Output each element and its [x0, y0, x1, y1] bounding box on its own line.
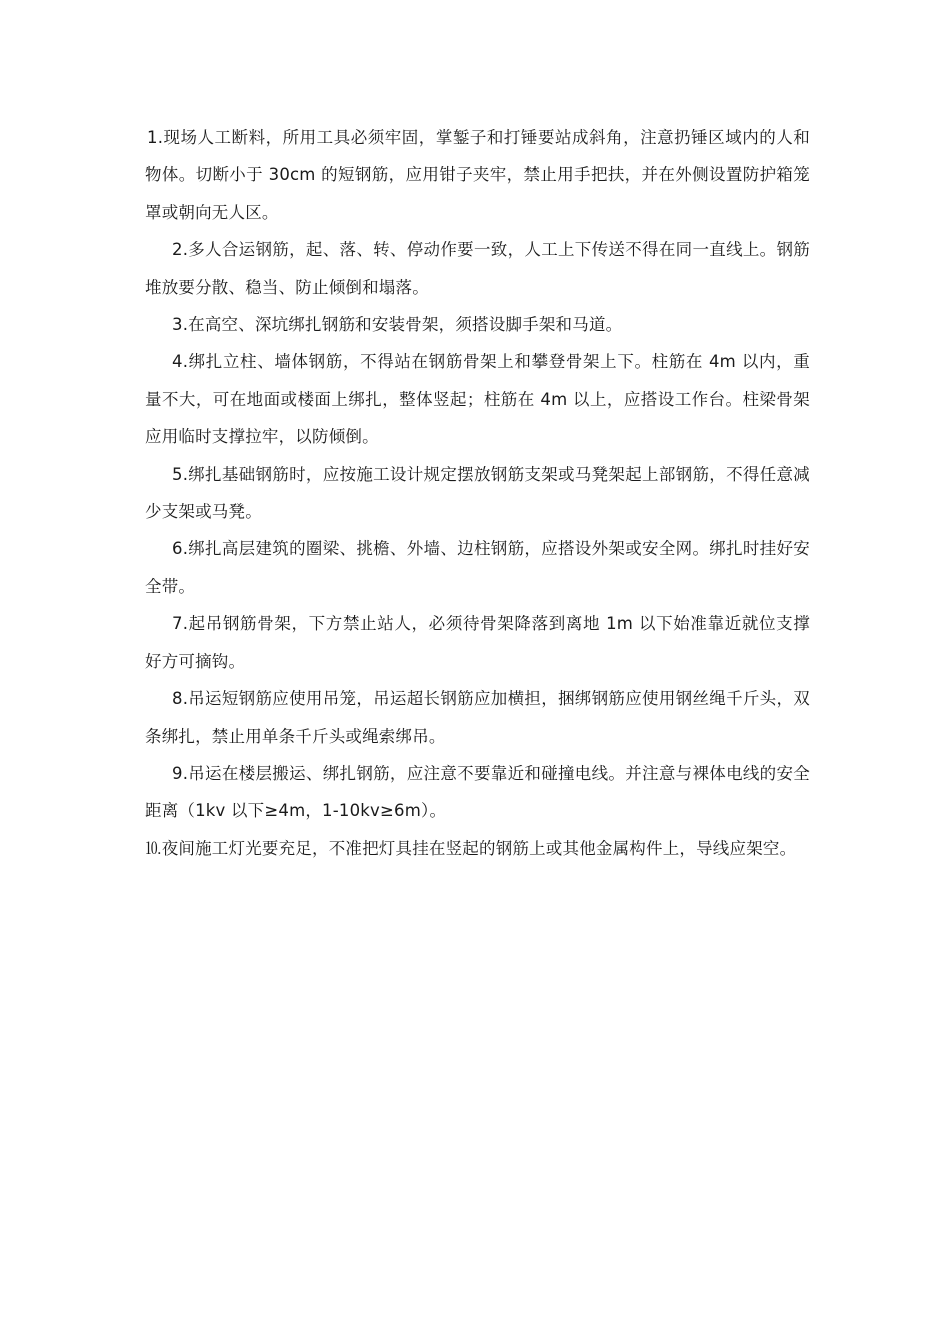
paragraph-9: 9.吊运在楼层搬运、绑扎钢筋，应注意不要靠近和碰撞电线。并注意与裸体电线的安全距离（1kv 以下≥4m，1-10kv≥6m）。 — [145, 763, 810, 821]
paragraph-6: 6.绑扎高层建筑的圈梁、挑檐、外墙、边柱钢筋，应搭设外架或安全网。绑扎时挂好安全带。 — [145, 539, 810, 596]
paragraph-1: 1.现场人工断料，所用工具必须牢固，掌錾子和打锤要站成斜角，注意扔锤区域内的人和物体。切断小于 30cm 的短钢筋，应用钳子夹牢，禁止用手把扶，并在外侧设置防护箱笼罩或朝向无人区。 — [145, 128, 810, 222]
paragraph-2: 2.多人合运钢筋，起、落、转、停动作要一致，人工上下传送不得在同一直线上。钢筋堆放要分散、稳当、防止倾倒和塌落。 — [145, 240, 810, 297]
document-body — [145, 119, 810, 867]
paragraph-8: 8.吊运短钢筋应使用吊笼，吊运超长钢筋应加横担，捆绑钢筋应使用钢丝绳千斤头，双条绑扎，禁止用单条千斤头或绳索绑吊。 — [145, 689, 810, 746]
paragraph-3: 3.在高空、深坑绑扎钢筋和安装骨架，须搭设脚手架和马道。 — [172, 315, 623, 335]
paragraph-5: 5.绑扎基础钢筋时，应按施工设计规定摆放钢筋支架或马凳架起上部钢筋，不得任意减少支架或马凳。 — [145, 464, 810, 522]
paragraph-7: 7.起吊钢筋骨架，下方禁止站人，必须待骨架降落到离地 1m 以下始准靠近就位支撑好方可摘钩。 — [145, 614, 810, 671]
paragraph-10: ⒑夜间施工灯光要充足，不准把灯具挂在竖起的钢筋上或其他金属构件上，导线应架空。 — [145, 838, 797, 858]
paragraph-4: 4.绑扎立柱、墙体钢筋，不得站在钢筋骨架上和攀登骨架上下。柱筋在 4m 以内，重量不大，可在地面或楼面上绑扎，整体竖起；柱筋在 4m 以上，应搭设工作台。柱梁骨架应用临时支撑拉牢，以防倾倒。 — [145, 352, 810, 447]
